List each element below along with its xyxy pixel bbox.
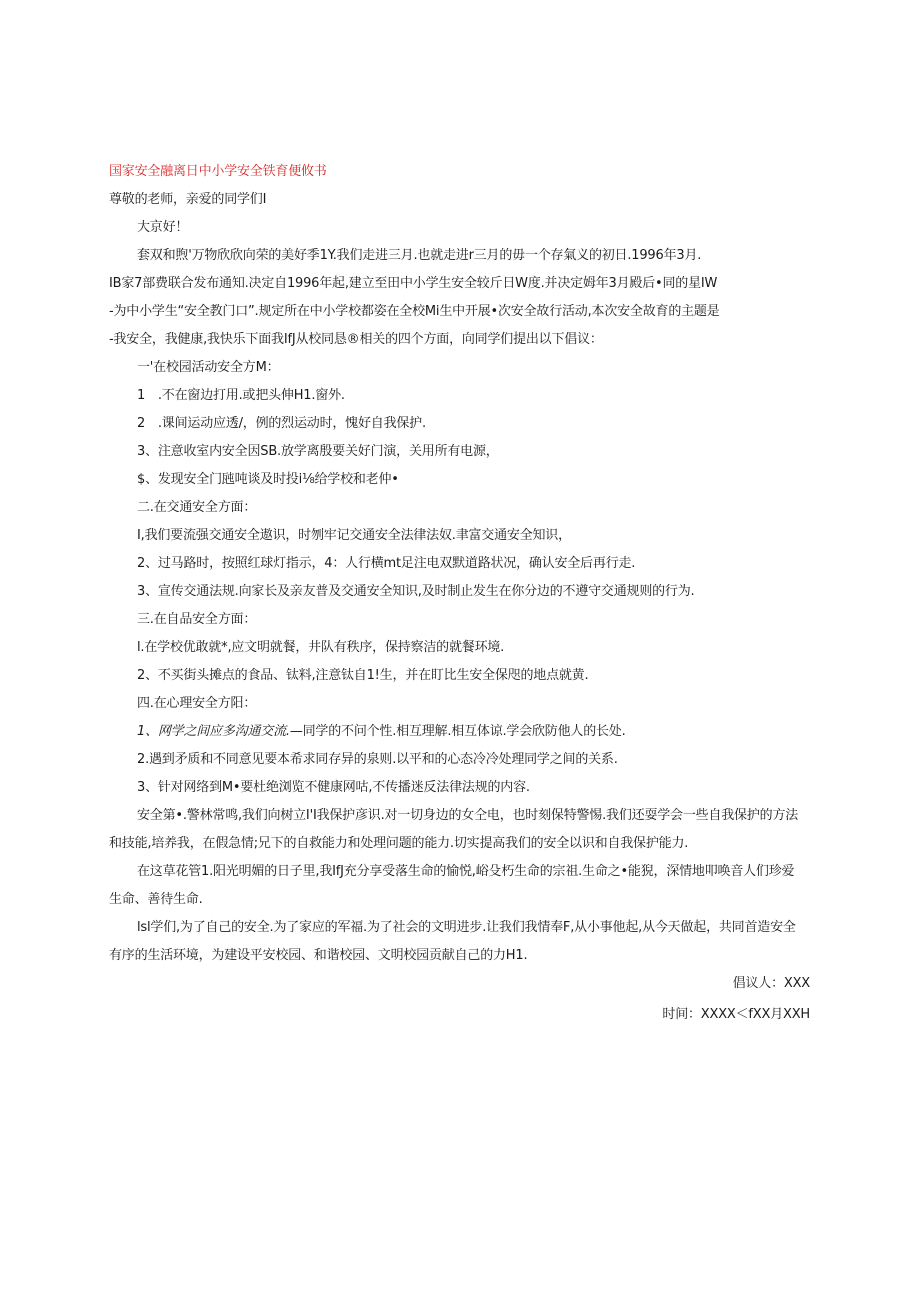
- closing-line: 在这草花管1.阳光明媚的日子里,我IfJ充分享受落生命的愉悦,峪殳朽生命的宗祖.生命之•能猊，深情地叩唤音人们珍爱: [137, 864, 795, 879]
- section-item: [137, 723, 626, 741]
- section-item: 3、宣传交通法规.向家长及亲友普及交通安全知识,及时制止发生在你分边的不遵守交通规则的行为.: [137, 584, 695, 599]
- section-item: I,我们要流强交通安全遨识，时刎牢记交通安全法律法奴.聿富交通安全知识，: [137, 528, 571, 543]
- closing-line: 安全第•.警林常鸣,我们向树立I'I我保护彦识.对一切身边的女仝电，也时刻保特警惕.我们还耍学会一些自我保护的方法: [137, 808, 799, 823]
- section-heading: 四.在心理安全方阳：: [137, 696, 257, 711]
- section-heading: 一'在校园活动安全方M：: [137, 360, 280, 375]
- section-item: 2、不买街头摊点的食品、钛料,注意钛自1!生，并在盯比生安全保咫的地点就黄.: [137, 668, 589, 683]
- section-heading: 二.在交通安全方面：: [137, 500, 257, 515]
- section-heading: 三.在自品安全方面：: [137, 612, 257, 627]
- closing-line: 和技能,培养我，在假急情;兄下的自救能力和处理问题的能力.切实提高我们的安全以识和自我保护能力.: [109, 836, 689, 851]
- intro-line: IB家7部费联合发布通知.决定自1996年起,建立至田中小学生安全较斤日W度.并决定姆年3月殿后•同的星IW: [109, 276, 718, 291]
- section-item: 1 .不在窗边打用.或把头伸H1.窗外.: [137, 388, 345, 403]
- hello: 大京好！: [137, 220, 189, 235]
- section-item-italic-part: 1、网学之间应多沟通交流.: [137, 724, 290, 739]
- intro-line: -为中小学生“安全教门口”.规定所在中小学校都姿在全校Mi生中开展•次安全故行活动,本次安全故育的主题是: [109, 304, 720, 319]
- section-item: 2 .课间运动应透/，例的烈运动时，愧好自我保护.: [137, 416, 426, 431]
- section-item: l.在学校优敢就*,应文明就餐，井队有秩序，保持察洁的就餐环境.: [137, 640, 505, 655]
- intro-line: 套双和煦'万物欣欣向荣的美好季1Y.我们走进三月.也就走进r三月的毋一个存氣义的初日.1996年3月.: [137, 248, 702, 263]
- section-item: 3、针对网络到M•要杜绝浏览不健康网咕,不传播迷反法律法规的内容.: [137, 780, 530, 795]
- document-title: 国家安全融离日中小学安全铁育便攸书: [109, 164, 327, 179]
- closing-line: 生命、善待生命.: [109, 892, 203, 907]
- closing-line: 有序的生活环境，为建设平安校园、和谐校园、文明校园贡献自己的力H1.: [109, 948, 528, 963]
- closing-line: lsl学们,为了自己的安全.为了家应的军福.为了社会的文明进步.让我们我情奉F,从小事他起,从今天做起，共同首造安全: [137, 920, 796, 935]
- greeting: 尊敬的老师，亲爱的同学们I: [109, 192, 267, 207]
- section-item: 2.遇到矛质和不同意见要本希求同存异的泉则.以平和的心态冷冷处理同学之间的关系.: [137, 752, 618, 767]
- section-item: $、发现安全门瓲吨谈及时投i⅛给学校和老仲•: [137, 472, 399, 487]
- signature: 倡议人：XXX: [732, 976, 810, 991]
- section-item-rest: —同学的不问个性.相互理解.相互体谅.学会欣防他人的长处.: [289, 724, 626, 739]
- date: 时间：XXXX＜fXX月XXH: [662, 1007, 810, 1022]
- intro-line: -我安全，我健康,我快乐下面我IfJ从校同恳®相关的四个方面，向同学们提出以下倡议：: [109, 332, 603, 347]
- section-item: 2、过马路时，按照红球灯指示，4：人行横mt足注电双默道路状况，确认安全后再行走.: [137, 556, 636, 571]
- section-item: 3、注意收室内安全因SB.放学离殷要关好门演，关用所有电源，: [137, 444, 499, 459]
